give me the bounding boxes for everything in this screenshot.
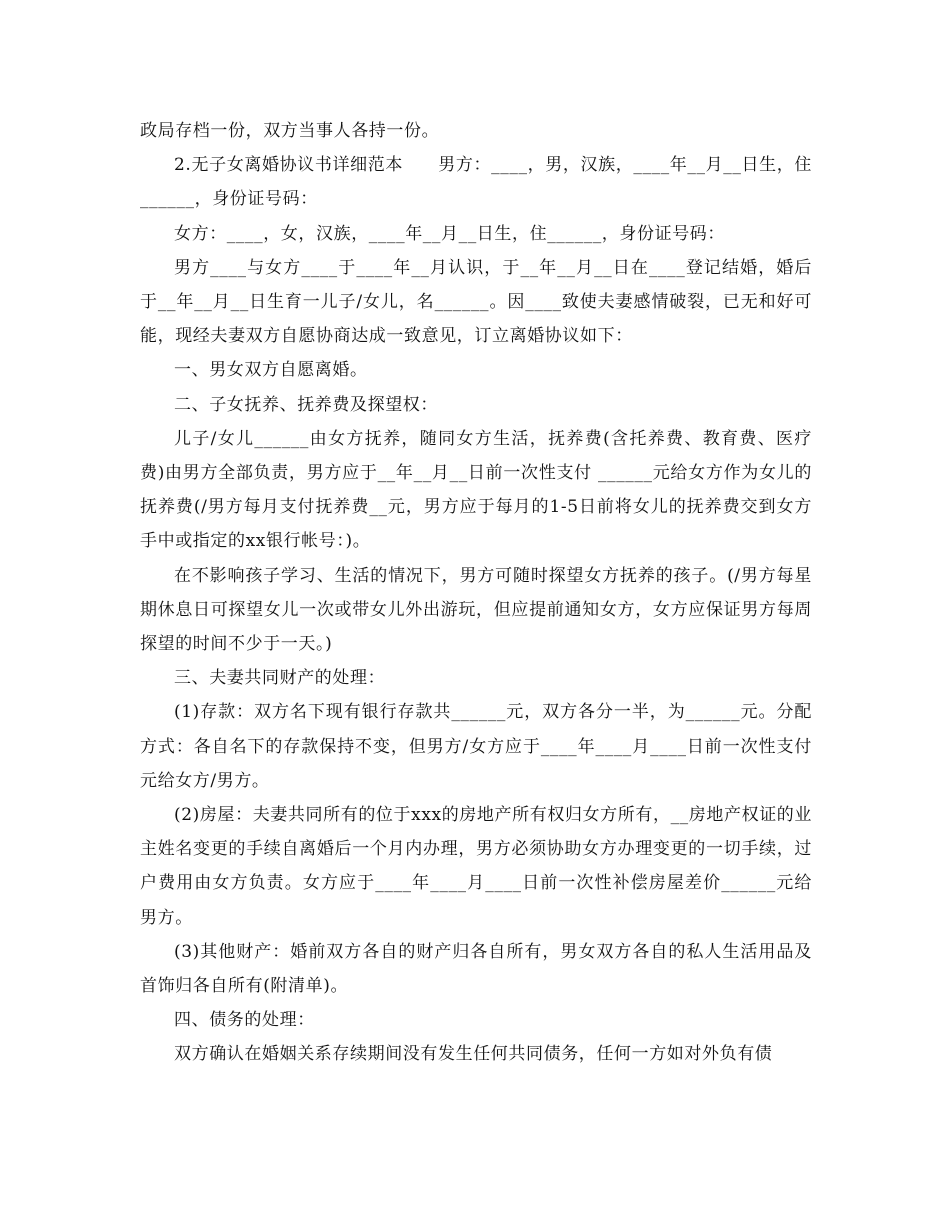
paragraph-marriage-background: 男方____与女方____于____年__月认识，于__年__月__日在____登记结婚，婚后于__年__月__日生育一儿子/女儿，名______。因____致使夫妻感情破裂，已无和好可能，现经夫妻双方自愿协商达成一致意见，订立离婚协议如下： bbox=[140, 257, 812, 347]
paragraph-wife-info: 女方：____，女，汉族，____年__月__日生，住______，身份证号码： bbox=[174, 223, 725, 244]
paragraph-other-property: (3)其他财产：婚前双方各自的财产归各自所有，男女双方各自的私人生活用品及首饰归各自所有(附清单)。 bbox=[140, 941, 812, 997]
document-body bbox=[140, 114, 812, 1072]
paragraph-visitation: 在不影响孩子学习、生活的情况下，男方可随时探望女方抚养的孩子。(/男方每星期休息日可探望女儿一次或带女儿外出游玩，但应提前通知女方，女方应保证男方每周探望的时间不少于一天。) bbox=[140, 565, 812, 655]
paragraph-savings: (1)存款：双方名下现有银行存款共______元，双方各分一半，为______元。分配方式：各自名下的存款保持不变，但男方/女方应于____年____月____日前一次性支付 元给女方/男方。 bbox=[140, 702, 812, 791]
heading-voluntary-divorce: 一、男女双方自愿离婚。 bbox=[174, 360, 368, 381]
paragraph-debt-confirmation: 双方确认在婚姻关系存续期间没有发生任何共同债务，任何一方如对外负有债 bbox=[174, 1044, 773, 1065]
paragraph-house: (2)房屋：夫妻共同所有的位于xxx的房地产所有权归女方所有，__房地产权证的业主姓名变更的手续自离婚后一个月内办理，男方必须协助女方办理变更的一切手续，过户费用由女方负责。女方应于____年____月____日前一次性补偿房屋差价______元给男方。 bbox=[140, 805, 812, 928]
paragraph-child-support: 儿子/女儿______由女方抚养，随同女方生活，抚养费(含托养费、教育费、医疗费)由男方全部负责，男方应于__年__月__日前一次性支付 ______元给女方作为女儿的抚养费(/男方每月支付抚养费__元，男方应于每月的1-5日前将女儿的抚养费交到女方手中或指定的xx银行帐号：)。 bbox=[140, 428, 812, 552]
heading-child-custody: 二、子女抚养、抚养费及探望权： bbox=[174, 394, 438, 415]
heading-joint-property: 三、夫妻共同财产的处理： bbox=[174, 668, 386, 689]
paragraph-template-title-husband-info: 2.无子女离婚协议书详细范本 男方：____，男，汉族，____年__月__日生，住______，身份证号码： bbox=[140, 155, 812, 210]
paragraph-archive-copies: 政局存档一份，双方当事人各持一份。 bbox=[140, 121, 440, 141]
heading-debts: 四、债务的处理： bbox=[174, 1010, 315, 1031]
